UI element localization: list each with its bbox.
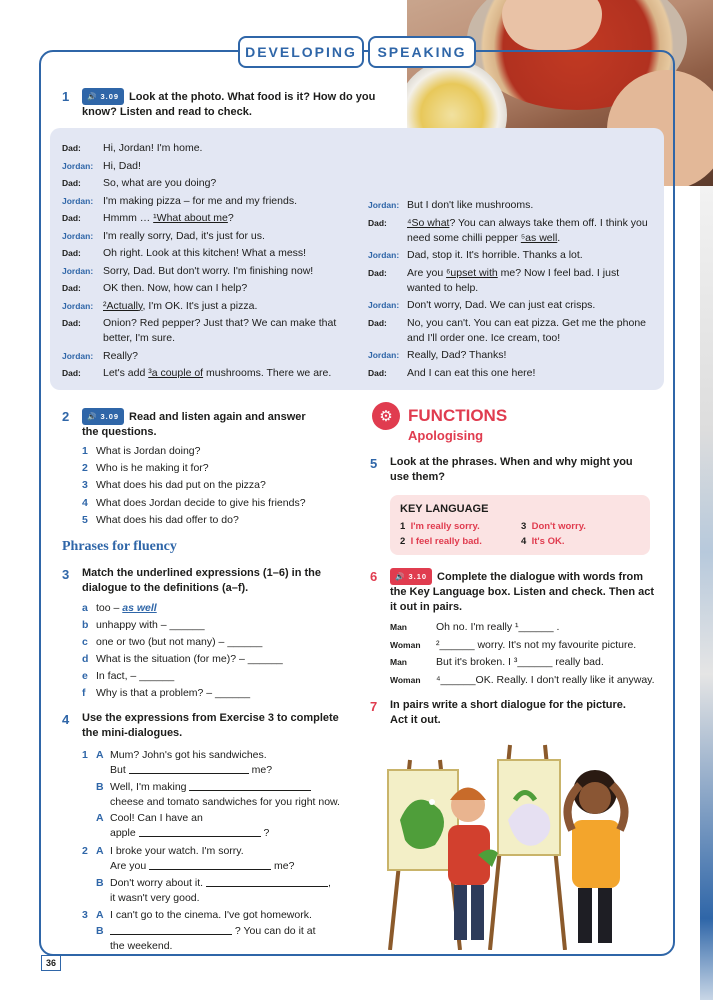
phrases-heading: Phrases for fluency	[62, 539, 177, 554]
dialogue-line: wanted to help.	[407, 281, 479, 294]
dialogue-speaker: Dad:	[62, 213, 81, 223]
key-item-1: 1 I'm really sorry.	[400, 521, 480, 532]
dialogue-speaker: Jordan:	[62, 300, 94, 311]
dialogue-line: Let's add ³a couple of mushrooms. There we are.	[103, 367, 332, 379]
dialogue-line: No, you can't. You can eat pizza. Get me the phone	[407, 316, 646, 329]
dialogue-line: Oh right. Look at this kitchen! What a mess!	[103, 247, 307, 259]
dialogue-line: So, what are you doing?	[103, 177, 217, 189]
ex3-definition-text: unhappy with – ______	[96, 619, 205, 631]
ex6-line: ²______ worry. It's not my favourite picture.	[436, 638, 637, 651]
tab-speaking	[368, 36, 476, 68]
dialogue-line: Don't worry, Dad. We can just eat crisps.	[407, 299, 596, 311]
ex4-d1-a1b: But me?	[110, 764, 273, 776]
ex2-question-number: 3	[82, 479, 88, 492]
ex5-instruction: Look at the phrases. When and why might you use them?	[390, 456, 633, 483]
ex3-definition	[82, 669, 174, 684]
ex4-d3-a1: 3 A I can't go to the cinema. I've got homework.	[82, 909, 312, 921]
dialogue-line: I'm really sorry, Dad, it's just for us.	[103, 229, 265, 242]
ex6-speaker: Woman	[390, 674, 421, 685]
ex3-definition-text: What is the situation (for me)? – ______	[96, 653, 283, 665]
ex3-definition-text: Why is that a problem? – ______	[96, 687, 251, 699]
dialogue-line: OK then. Now, how can I help?	[103, 282, 248, 294]
ex2-question-number: 2	[82, 462, 88, 475]
dialogue-line: Dad, stop it. It's horrible. Thanks a lot.	[407, 249, 583, 261]
dialogue-line: Are you ⁶upset with me? Now I feel bad. I just	[407, 266, 620, 279]
dialogue-speaker: Jordan:	[368, 250, 400, 260]
dialogue-line: Really, Dad? Thanks!	[407, 349, 507, 361]
ex3-letter: d	[82, 653, 89, 665]
ex3-letter: f	[82, 687, 86, 699]
ex4-d1-a2: A Cool! Can I have an	[96, 812, 203, 824]
dialogue-speaker: Dad:	[62, 178, 81, 188]
ex4-d1-b1b: cheese and tomato sandwiches for you right now.	[110, 796, 340, 808]
ex2-question-number: 5	[82, 513, 88, 526]
audio-badge-icon[interactable]: 🔊 3.10	[390, 568, 432, 585]
ex2-number: 2	[62, 409, 70, 424]
ex2-question-text: What is Jordan doing?	[96, 445, 201, 457]
broken-picture-illustration	[380, 740, 655, 950]
tab-developing	[238, 36, 364, 68]
key-item-4: 4 It's OK.	[521, 536, 565, 547]
ex3-example-answer: as well	[122, 602, 157, 614]
ex1-number: 1	[62, 89, 70, 104]
gear-icon: ⚙	[372, 402, 400, 430]
ex1-instruction: 🔊 3.09 Look at the photo. What food is it? How do you know? Listen and read to check.	[82, 88, 375, 120]
dialogue-line: Hi, Jordan! I'm home.	[103, 142, 203, 154]
dialogue-speaker: Dad:	[368, 317, 387, 328]
ex3-instruction: Match the underlined expressions (1–6) in the dialogue to the definitions (a–f).	[82, 567, 321, 594]
key-item-2: 2 I feel really bad.	[400, 536, 482, 547]
ex2-instruction: 🔊 3.09 Read and listen again and answer the questions.	[82, 408, 306, 440]
dialogue-line: Hmmm … ¹What about me?	[103, 212, 234, 224]
ex3-definition-text: one or two (but not many) – ______	[96, 636, 263, 648]
tab-developing-label: DEVELOPING	[245, 44, 357, 60]
ex3-definition-text: too –	[96, 602, 123, 614]
ex7-number: 7	[370, 699, 378, 714]
ex2-question-text: What does his dad put on the pizza?	[96, 479, 266, 492]
ex4-instruction: Use the expressions from Exercise 3 to complete the mini-dialogues.	[82, 712, 339, 739]
dialogue-line: Hi, Dad!	[103, 159, 141, 172]
dialogue-line: Really?	[103, 349, 139, 362]
dialogue-speaker: Jordan:	[62, 195, 94, 206]
ex2-question-number: 4	[82, 496, 88, 509]
dialogue-line: And I can eat this one here!	[407, 366, 536, 379]
key-language-title: KEY LANGUAGE	[400, 503, 489, 515]
dialogue-speaker: Jordan:	[62, 160, 94, 171]
ex6-speaker: Man	[390, 622, 407, 632]
dialogue-speaker: Jordan:	[368, 350, 400, 360]
ex6-number: 6	[370, 569, 378, 584]
dialogue-line: But I don't like mushrooms.	[407, 199, 534, 211]
ex4-d2-b1: B Don't worry about it. ,	[96, 877, 331, 889]
dialogue-speaker: Dad:	[368, 267, 387, 278]
dialogue-speaker: Dad:	[368, 367, 387, 378]
dialogue-line: Onion? Red pepper? Just that? We can make that	[103, 317, 337, 329]
ex4-d1-b1: B Well, I'm making	[96, 780, 311, 795]
ex6-instruction: 🔊 3.10 Complete the dialogue with words from the Key Language box. Listen and check. Then act it out in pairs.	[390, 568, 654, 615]
ex3-letter: a	[82, 602, 88, 614]
audio-badge-icon[interactable]: 🔊 3.09	[82, 88, 124, 105]
dialogue-speaker: Dad:	[62, 248, 81, 258]
dialogue-speaker: Jordan:	[368, 300, 400, 310]
ex3-number: 3	[62, 567, 70, 582]
dialogue-speaker: Jordan:	[62, 350, 94, 361]
key-item-3: 3 Don't worry.	[521, 521, 586, 532]
ex4-d2-a1b: Are you me?	[110, 860, 295, 872]
ex6-speaker: Woman	[390, 639, 421, 650]
ex6-line: ⁴______OK. Really. I don't really like it anyway.	[436, 673, 655, 686]
dialogue-speaker: Jordan:	[62, 230, 94, 241]
tab-speaking-label: SPEAKING	[377, 44, 467, 60]
ex4-d2-a1: 2 A I broke your watch. I'm sorry.	[82, 845, 244, 857]
ex3-definition	[82, 635, 262, 650]
dialogue-speaker: Jordan:	[62, 265, 94, 276]
ex3-definition	[82, 652, 283, 667]
ex6-speaker: Man	[390, 657, 407, 667]
functions-title: FUNCTIONS	[408, 406, 508, 425]
ex2-question	[82, 496, 306, 511]
dialogue-line: Sorry, Dad. But don't worry. I'm finishing now!	[103, 264, 314, 277]
ex2-question-text: Who is he making it for?	[96, 462, 209, 475]
page-number: 36	[41, 955, 61, 971]
ex2-question-text: What does Jordan decide to give his friends?	[96, 496, 306, 509]
ex6-line: Oh no. I'm really ¹______ .	[436, 621, 560, 633]
ex4-d3-b1b: the weekend.	[110, 940, 173, 952]
ex4-d1-a1: 1 A Mum? John's got his sandwiches.	[82, 749, 267, 761]
ex4-d2-b1b: it wasn't very good.	[110, 892, 200, 904]
ex3-letter: b	[82, 619, 89, 631]
dialogue-line: and I'll order one. Ice cream, too!	[407, 331, 561, 344]
ex3-definition	[82, 686, 250, 701]
ex2-question-number: 1	[82, 445, 88, 457]
ex3-definition	[82, 618, 205, 633]
ex4-number: 4	[62, 712, 70, 727]
ex2-question	[82, 513, 239, 528]
ex3-letter: e	[82, 670, 88, 682]
ex3-definition-text: In fact, – ______	[96, 670, 175, 682]
ex3-definition	[82, 601, 157, 616]
dialogue-speaker: Jordan:	[368, 200, 400, 210]
functions-subtitle: Apologising	[408, 428, 484, 443]
dialogue-speaker: Dad:	[62, 283, 81, 293]
ex4-d3-b1: B ? You can do it at	[96, 925, 316, 937]
ex7-instruction: In pairs write a short dialogue for the picture. Act it out.	[390, 699, 626, 726]
dialogue-line: I'm making pizza – for me and my friends.	[103, 194, 297, 207]
page-edge-strip	[700, 186, 713, 1000]
dialogue-speaker: Dad:	[368, 217, 387, 228]
audio-badge-icon[interactable]: 🔊 3.09	[82, 408, 124, 425]
dialogue-line: need some chilli pepper ⁵as well.	[407, 231, 561, 244]
dialogue-line: ⁴So what? You can always take them off. I think you	[407, 216, 648, 229]
dialogue-speaker: Dad:	[62, 318, 81, 328]
ex4-d1-a2b: apple ?	[110, 827, 270, 839]
dialogue-line: ²Actually, I'm OK. It's just a pizza.	[103, 299, 258, 312]
ex2-question	[82, 478, 266, 493]
ex6-line: But it's broken. I ³______ really bad.	[436, 656, 604, 668]
ex2-question-text: What does his dad offer to do?	[96, 513, 239, 526]
ex3-letter: c	[82, 636, 88, 648]
ex5-number: 5	[370, 456, 378, 471]
dialogue-line: better, I'm sure.	[103, 332, 176, 344]
ex2-question	[82, 461, 209, 476]
dialogue-speaker: Dad:	[62, 368, 81, 378]
dialogue-speaker: Dad:	[62, 143, 81, 153]
ex2-question	[82, 444, 200, 459]
